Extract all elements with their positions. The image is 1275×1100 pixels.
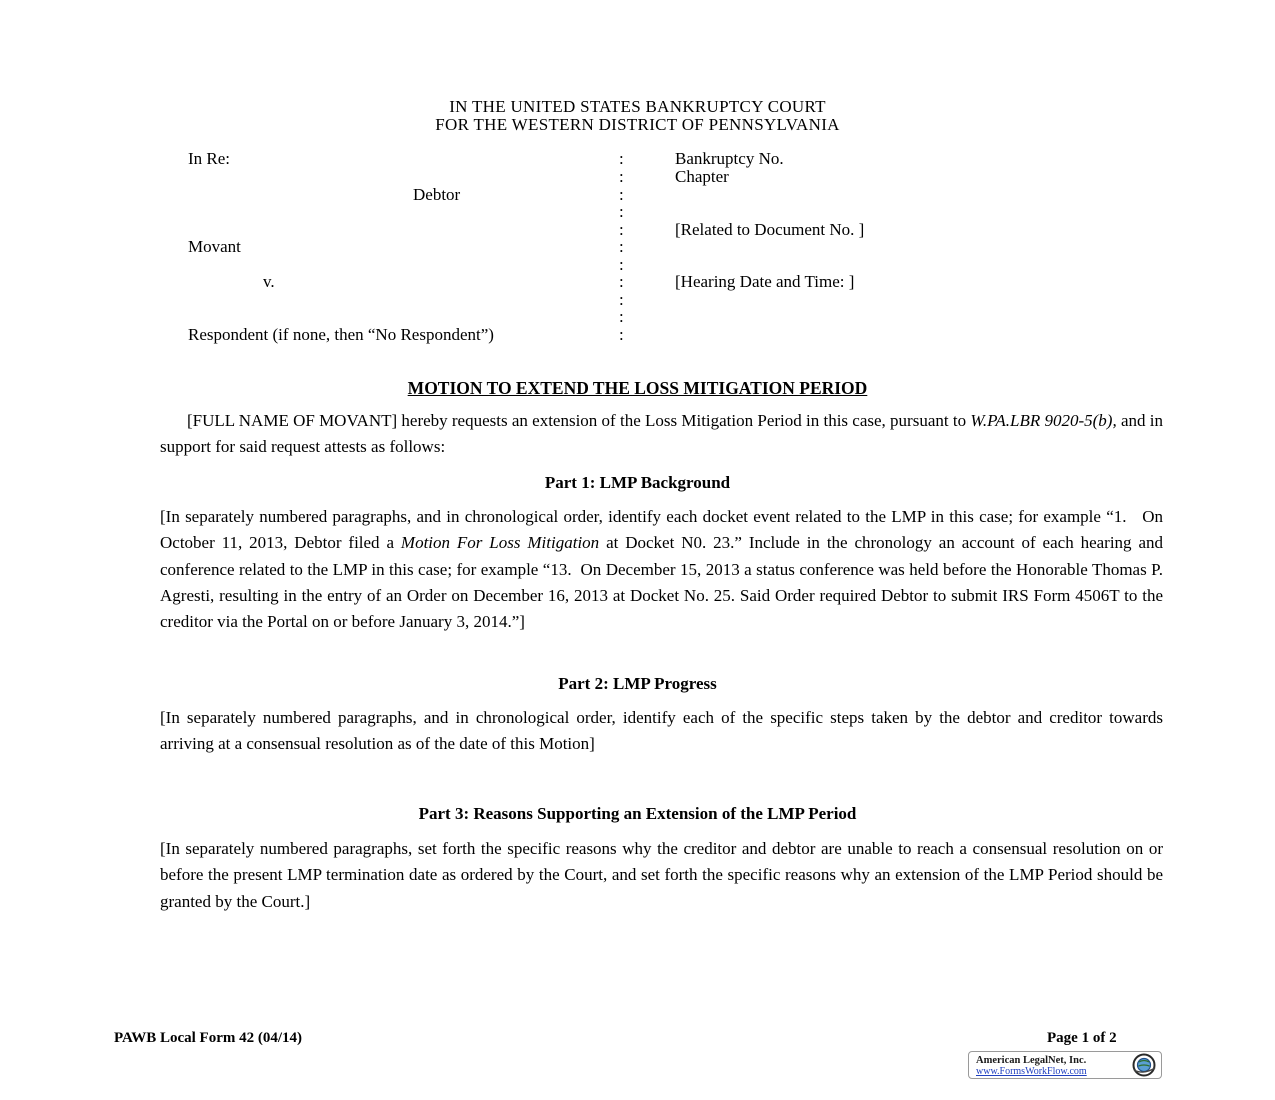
hearing-date-label: [Hearing Date and Time: ]: [675, 272, 855, 291]
in-re-label: In Re:: [188, 149, 231, 168]
debtor-label: Debtor: [413, 185, 461, 204]
caption-colon: :: [619, 220, 624, 239]
logo-company-name: American LegalNet, Inc.: [976, 1055, 1087, 1066]
intro-text-end: and in support for said request attests as follows:: [160, 411, 1163, 457]
intro-text: [FULL NAME OF MOVANT] hereby requests an extension of the Loss Mitigation Period in this case, pursuant to: [187, 411, 971, 430]
intro-paragraph: [160, 408, 1163, 461]
movant-label: Movant: [188, 237, 241, 256]
caption-colon: :: [619, 237, 624, 256]
globe-icon: [1131, 1053, 1157, 1077]
part1-text: [In separately numbered paragraphs, and in chronological order, identify each docket event related to the LMP in this case; for example “1. On October 11, 2013, Debtor filed a: [160, 507, 1163, 553]
part1-motion-name: Motion For Loss Mitigation: [400, 533, 600, 553]
part2-paragraph: [In separately numbered paragraphs, and in chronological order, identify each of the specific steps taken by the debtor and creditor towards arriving at a consensual resolution as of the date of this Motion]: [160, 708, 1163, 754]
motion-title: MOTION TO EXTEND THE LOSS MITIGATION PERIOD: [407, 378, 868, 398]
logo-website-link[interactable]: www.FormsWorkFlow.com: [976, 1066, 1087, 1077]
chapter-label: Chapter: [675, 167, 729, 186]
part1-paragraph: [160, 504, 1163, 635]
part1-heading: Part 1: LMP Background: [544, 473, 731, 492]
part1-text-end: at Docket N0. 23.” Include in the chronology an account of each hearing and conference related to the LMP in this case; for example “13. On December 15, 2013 a status conference was held before the Honorable Thomas P. Agresti, resulting in the entry of an Order on December 16, 2013 at Docket No. 25. Said Order required Debtor to submit IRS Form 4506T to the creditor via the Portal on or before January 3, 2014.”]: [160, 533, 1163, 632]
part2-heading: Part 2: LMP Progress: [558, 674, 717, 693]
part3-paragraph: [In separately numbered paragraphs, set forth the specific reasons why the creditor and debtor are unable to reach a consensual resolution on or before the present LMP termination date as ordered by the Court, and set forth the specific reasons why an extension of the LMP Period should be granted by the Court.]: [160, 839, 1163, 911]
caption-colon: :: [619, 202, 624, 221]
bankruptcy-number-label: Bankruptcy No.: [675, 149, 784, 168]
page-number: Page 1 of 2: [1047, 1030, 1117, 1046]
part3-heading: Part 3: Reasons Supporting an Extension of the LMP Period: [418, 804, 857, 823]
caption-colon: :: [619, 290, 624, 309]
caption-colon: :: [619, 149, 624, 168]
versus-label: v.: [263, 272, 275, 291]
caption-colon: :: [619, 167, 624, 186]
related-document-label: [Related to Document No. ]: [675, 220, 865, 239]
caption-colon: :: [619, 255, 624, 274]
respondent-label: Respondent (if none, then “No Respondent”): [188, 325, 494, 344]
caption-colon: :: [619, 325, 624, 344]
rule-citation: W.PA.LBR 9020-5(b),: [970, 411, 1117, 430]
american-legalnet-logo[interactable]: [968, 1051, 1162, 1079]
caption-colon: :: [619, 272, 624, 291]
form-identifier: PAWB Local Form 42 (04/14): [114, 1030, 303, 1046]
caption-colon: :: [619, 185, 624, 204]
caption-colon: :: [619, 307, 624, 326]
court-name: IN THE UNITED STATES BANKRUPTCY COURT: [449, 97, 826, 116]
court-district: FOR THE WESTERN DISTRICT OF PENNSYLVANIA: [435, 115, 840, 134]
